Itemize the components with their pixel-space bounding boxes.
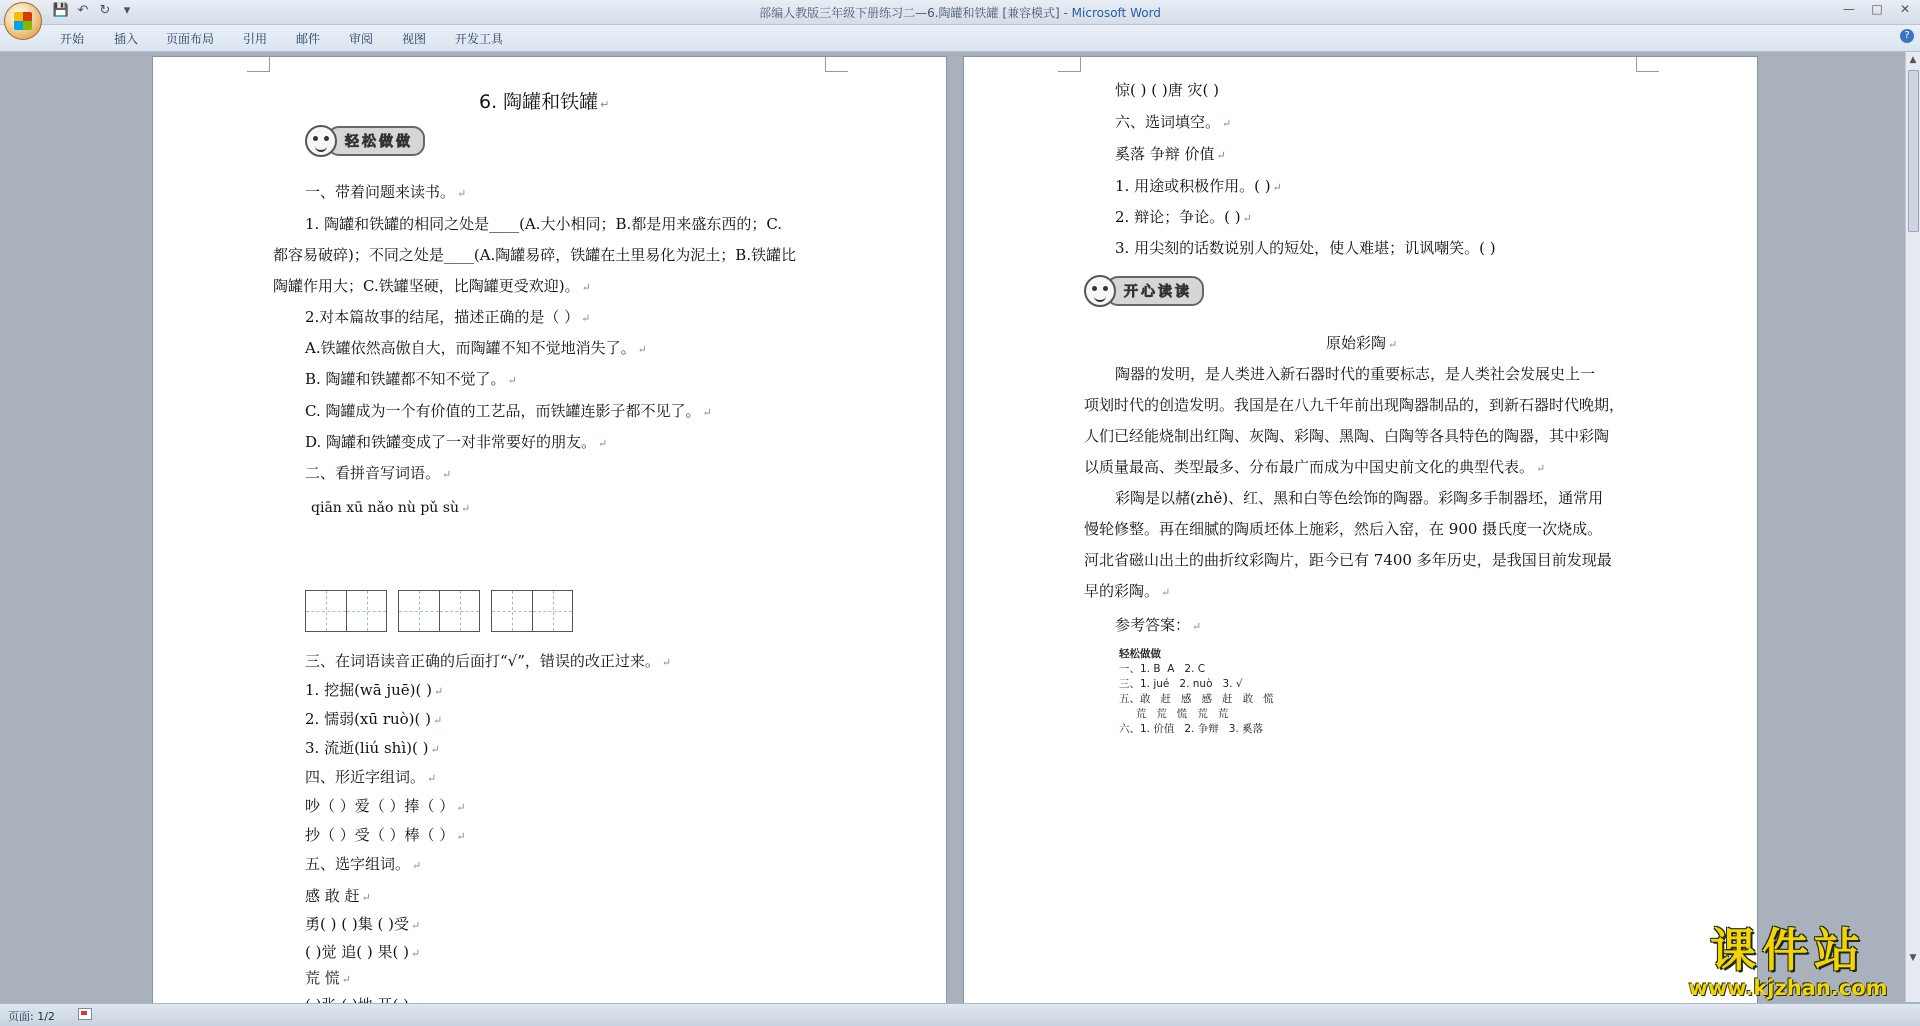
text-line: 抄（ ）受（ ）棒（ ） ↵	[305, 826, 466, 844]
text-line: 二、看拼音写词语。 ↵	[305, 464, 452, 482]
badge-label: 开心读读	[1106, 276, 1204, 306]
tab-view[interactable]: 视图	[402, 32, 427, 46]
document-title: 部编人教版三年级下册练习二—6.陶罐和铁罐 [兼容模式] -	[759, 6, 1072, 20]
writing-grid	[491, 590, 573, 632]
text-line: 四、形近字组词。 ↵	[305, 768, 437, 786]
answer-key: 轻松做做 一、1. B A 2. C 三、1. jué 2. nuò 3. √ 五、敢 赶 感 感 赶 敢 慌 荒 荒 慌 荒 荒 六、1. 价值 2. 争辩 3. 奚落	[1119, 648, 1274, 735]
tab-references[interactable]: 引用	[243, 32, 268, 46]
page-2	[963, 56, 1758, 1006]
window-controls	[1840, 2, 1914, 16]
tab-review[interactable]: 审阅	[349, 32, 374, 46]
text-line: B. 陶罐和铁罐都不知不觉了。 ↵	[305, 370, 517, 388]
section-badge	[305, 123, 425, 159]
text-line: 吵（ ）爱（ ）捧（ ） ↵	[305, 797, 466, 815]
document-area	[0, 52, 1906, 1002]
app-name: Microsoft Word	[1071, 6, 1161, 20]
office-button[interactable]	[4, 2, 42, 40]
text-line: 勇( ) ( )集 ( )受 ↵	[305, 915, 421, 933]
text-line: 彩陶是以赭(zhě)、红、黑和白等色绘饰的陶器。彩陶多手制器坯，通常用	[1115, 489, 1604, 507]
text-line: 三、在词语读音正确的后面打“√”，错误的改正过来。 ↵	[305, 652, 672, 670]
writing-grid	[305, 590, 387, 632]
customize-icon[interactable]: ▾	[123, 3, 131, 18]
text-line: 河北省磁山出土的曲折纹彩陶片，距今已有 7400 多年历史，是我国目前发现最	[1084, 551, 1612, 569]
help-icon[interactable]: ?	[1900, 29, 1914, 43]
text-line: 2. 辩论；争论。( ) ↵	[1115, 208, 1252, 226]
save-icon[interactable]: 💾	[52, 3, 70, 18]
text-line: 慢轮修整。再在细腻的陶质坯体上施彩，然后入窑，在 900 摄氏度一次烧成。	[1084, 520, 1603, 538]
close-icon[interactable]: ✕	[1899, 2, 1911, 16]
tab-home[interactable]: 开始	[60, 32, 85, 46]
pinyin-line: qiān xū nǎo nù pǔ sù ↵	[311, 500, 471, 516]
watermark	[1668, 924, 1908, 1002]
text-line: 陶罐作用大；C.铁罐坚硬，比陶罐更受欢迎)。 ↵	[273, 277, 591, 295]
cartoon-face-icon	[305, 125, 337, 157]
tab-page-layout[interactable]: 页面布局	[166, 32, 215, 46]
text-line: 早的彩陶。 ↵	[1084, 582, 1171, 600]
watermark-url: www.kjzhan.com	[1688, 976, 1888, 1000]
redo-icon[interactable]: ↻	[99, 3, 111, 18]
writing-grid	[398, 590, 480, 632]
ribbon-tabs	[0, 25, 1920, 52]
crop-mark	[1636, 57, 1659, 72]
crop-mark	[825, 57, 848, 72]
scroll-down-icon[interactable]: ▼	[1909, 953, 1917, 963]
text-line: 感 敢 赶 ↵	[305, 887, 371, 905]
crop-mark	[1058, 57, 1081, 72]
text-line: 3. 用尖刻的话数说别人的短处，使人难堪；讥讽嘲笑。( )	[1115, 239, 1496, 257]
cartoon-face-icon	[1084, 275, 1116, 307]
window-title	[0, 4, 1920, 21]
text-line: 以质量最高、类型最多、分布最广而成为中国史前文化的典型代表。 ↵	[1084, 458, 1546, 476]
watermark-text: 课件站	[1710, 923, 1866, 977]
maximize-icon[interactable]: □	[1871, 2, 1883, 16]
vertical-scrollbar[interactable]	[1905, 52, 1920, 1002]
undo-icon[interactable]: ↶	[77, 3, 89, 18]
tab-insert[interactable]: 插入	[114, 32, 139, 46]
text-line: ( )觉 追( ) 果( ) ↵	[305, 943, 421, 961]
text-line: 2.对本篇故事的结尾，描述正确的是（ ） ↵	[305, 308, 591, 326]
page-indicator[interactable]: 页面: 1/2	[8, 1010, 55, 1023]
text-line: 荒 慌 ↵	[305, 969, 351, 987]
text-line: 1. 挖掘(wā juē)( ) ↵	[305, 681, 444, 699]
text-line: 一、带着问题来读书。 ↵	[305, 183, 467, 201]
crop-mark	[247, 57, 270, 72]
text-line: 惊( ) ( )唐 灾( )	[1115, 81, 1219, 99]
text-line: A.铁罐依然高傲自大，而陶罐不知不觉地消失了。 ↵	[305, 339, 647, 357]
text-line: 1. 陶罐和铁罐的相同之处是____(A.大小相同；B.都是用来盛东西的；C.	[305, 215, 783, 233]
text-line: C. 陶罐成为一个有价值的工艺品，而铁罐连影子都不见了。 ↵	[305, 402, 712, 420]
text-line: 人们已经能烧制出红陶、灰陶、彩陶、黑陶、白陶等各具特色的陶器，其中彩陶	[1084, 427, 1610, 445]
answer-heading: 参考答案： ↵	[1115, 616, 1202, 634]
minimize-icon[interactable]: —	[1843, 2, 1855, 16]
page-title: 6. 陶罐和铁罐 ↵	[479, 91, 610, 113]
text-line: 都容易破碎)；不同之处是____(A.陶罐易碎，铁罐在土里易化为泥土；B.铁罐比	[273, 246, 797, 264]
text-line: 陶器的发明，是人类进入新石器时代的重要标志，是人类社会发展史上一	[1115, 365, 1596, 383]
text-line: 项划时代的创造发明。我国是在八九千年前出现陶器制品的，到新石器时代晚期，	[1084, 396, 1625, 414]
title-bar	[0, 0, 1920, 25]
text-line: 五、选字组词。 ↵	[305, 855, 422, 873]
proofing-icon[interactable]	[78, 1008, 92, 1020]
scroll-thumb[interactable]	[1908, 70, 1919, 232]
text-line: 2. 懦弱(xū ruò)( ) ↵	[305, 710, 443, 728]
scroll-up-icon[interactable]: ▲	[1909, 55, 1917, 65]
badge-label: 轻松做做	[327, 126, 425, 156]
tab-developer[interactable]: 开发工具	[455, 32, 504, 46]
text-line: 六、选词填空。 ↵	[1115, 113, 1232, 131]
status-bar	[0, 1003, 1920, 1026]
text-line: 3. 流逝(liú shì)( ) ↵	[305, 739, 440, 757]
page-1	[152, 56, 947, 1006]
section-badge	[1084, 273, 1204, 309]
text-line: D. 陶罐和铁罐变成了一对非常要好的朋友。 ↵	[305, 433, 608, 451]
reading-title: 原始彩陶 ↵	[1326, 334, 1398, 352]
office-logo-icon	[14, 12, 32, 30]
tab-mailings[interactable]: 邮件	[296, 32, 321, 46]
text-line: 奚落 争辩 价值 ↵	[1115, 145, 1226, 163]
text-line: 1. 用途或积极作用。( ) ↵	[1115, 177, 1282, 195]
